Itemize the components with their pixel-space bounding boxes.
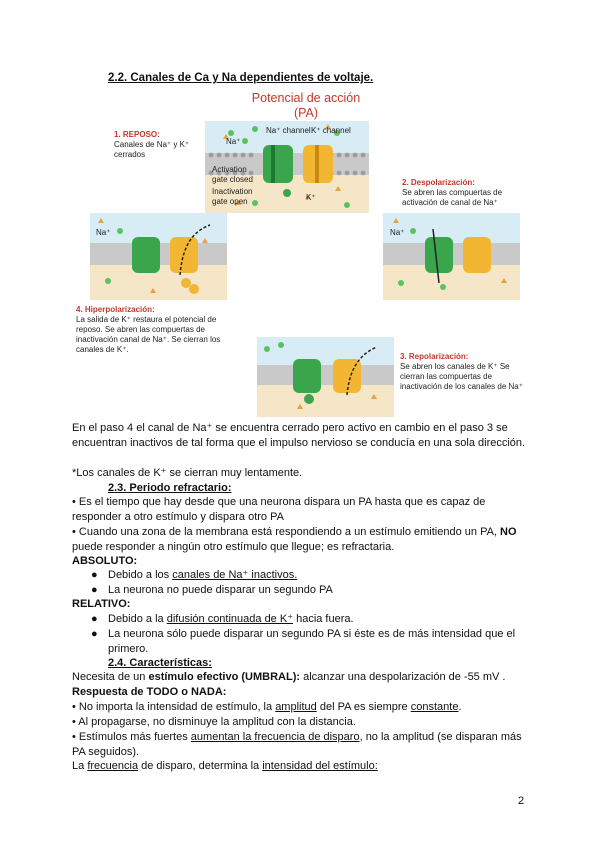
char-frequency: • Estímulos más fuertes aumentan la frecuencia de disparo, no la amplitud (se disparan más PA seguidos). bbox=[72, 731, 522, 758]
activation-gate-label: Activation gate closed bbox=[212, 165, 253, 184]
section-2-3-title: 2.3. Periodo refractario: bbox=[108, 482, 232, 494]
membrane-panel-depolarization bbox=[383, 213, 520, 300]
inactivation-gate-label: Inactivation gate open bbox=[212, 187, 253, 206]
char-frequency-intensity: La frecuencia de disparo, determina la intensidad del estímulo: bbox=[72, 760, 378, 772]
membrane-panel-hyperpolarization bbox=[90, 213, 227, 300]
k-channel-label: K⁺ channel bbox=[311, 126, 351, 135]
bullet-icon: ● bbox=[91, 569, 98, 581]
relativo-title: RELATIVO: bbox=[72, 598, 131, 610]
char-amplitude-constant: • No importa la intensidad de estímulo, la amplitud del PA es siempre constante. bbox=[72, 701, 462, 713]
na-channel-shape bbox=[263, 145, 293, 183]
step2-label: 2. Despolarización: Se abren las compuertas de activación de canal de Na⁺ bbox=[402, 178, 503, 207]
char-propagation: • Al propagarse, no disminuye la amplitud con la distancia. bbox=[72, 716, 356, 728]
relativo-item-2: La neurona sólo puede disparar un segundo PA si éste es de más intensidad que el primero. bbox=[108, 628, 516, 655]
membrane-panel-repolarization bbox=[257, 337, 394, 417]
relativo-item-1: Debido a la difusión continuada de K⁺ hacia fuera. bbox=[108, 613, 354, 625]
refractory-definition: • Es el tiempo que hay desde que una neurona dispara un PA hasta que es capaz de responder a otro estímulo y dispara otro PA bbox=[72, 496, 486, 523]
step4-label: 4. Hiperpolarización: La salida de K⁺ restaura el potencial de reposo. Se abren las compuertas de inactivación canal de Na⁺. Se cierran los canales de K⁺. bbox=[76, 305, 221, 354]
na-ion-label: Na⁺ bbox=[226, 137, 241, 146]
char-threshold: Necesita de un estímulo efectivo (UMBRAL): alcanzar una despolarización de -55 mV . bbox=[72, 671, 506, 683]
page-number: 2 bbox=[518, 795, 525, 807]
absoluto-title: ABSOLUTO: bbox=[72, 555, 138, 567]
step1-label: 1. REPOSO: Canales de Na⁺ y K⁺ cerrados bbox=[114, 130, 190, 159]
figure-title bbox=[226, 91, 386, 121]
na-channel-label: Na⁺ channel bbox=[266, 126, 311, 135]
paragraph-step4-vs-step3: En el paso 4 el canal de Na⁺ se encuentra cerrado pero activo en cambio en el paso 3 se encuentran inactivos de tal forma que el impulso nervioso se conducía en una sola dirección. bbox=[72, 422, 526, 449]
figure-title-line1: Potencial de acción bbox=[251, 91, 361, 105]
section-title: 2.2. Canales de Ca y Na dependientes de voltaje. bbox=[108, 72, 374, 84]
char-all-or-none: Respuesta de TODO o NADA: bbox=[72, 686, 227, 698]
absoluto-item-2: La neurona no puede disparar un segundo PA bbox=[108, 584, 333, 596]
step3-label: 3. Repolarización: Se abren los canales de K⁺ Se cierran las compuertas de inactivación de los canales de Na⁺ bbox=[400, 352, 523, 391]
absoluto-item-1: Debido a los canales de Na⁺ inactivos. bbox=[108, 569, 298, 581]
refractory-explanation: • Cuando una zona de la membrana está respondiendo a un estímulo emitiendo un PA, NO puede responder a ningún otro estímulo que llegue; es refractaria. bbox=[72, 526, 517, 553]
bullet-icon: ● bbox=[91, 613, 98, 625]
bullet-icon: ● bbox=[91, 584, 98, 596]
note-k-channels: *Los canales de K⁺ se cierran muy lentamente. bbox=[72, 467, 303, 479]
na-ion-label-4: Na⁺ bbox=[96, 228, 111, 237]
figure-title-line2: (PA) bbox=[293, 106, 319, 120]
k-ion-label: K⁺ bbox=[306, 193, 316, 202]
na-ion-label-2: Na⁺ bbox=[390, 228, 405, 237]
bullet-icon: ● bbox=[91, 628, 98, 640]
section-2-4-title: 2.4. Características: bbox=[108, 657, 212, 669]
